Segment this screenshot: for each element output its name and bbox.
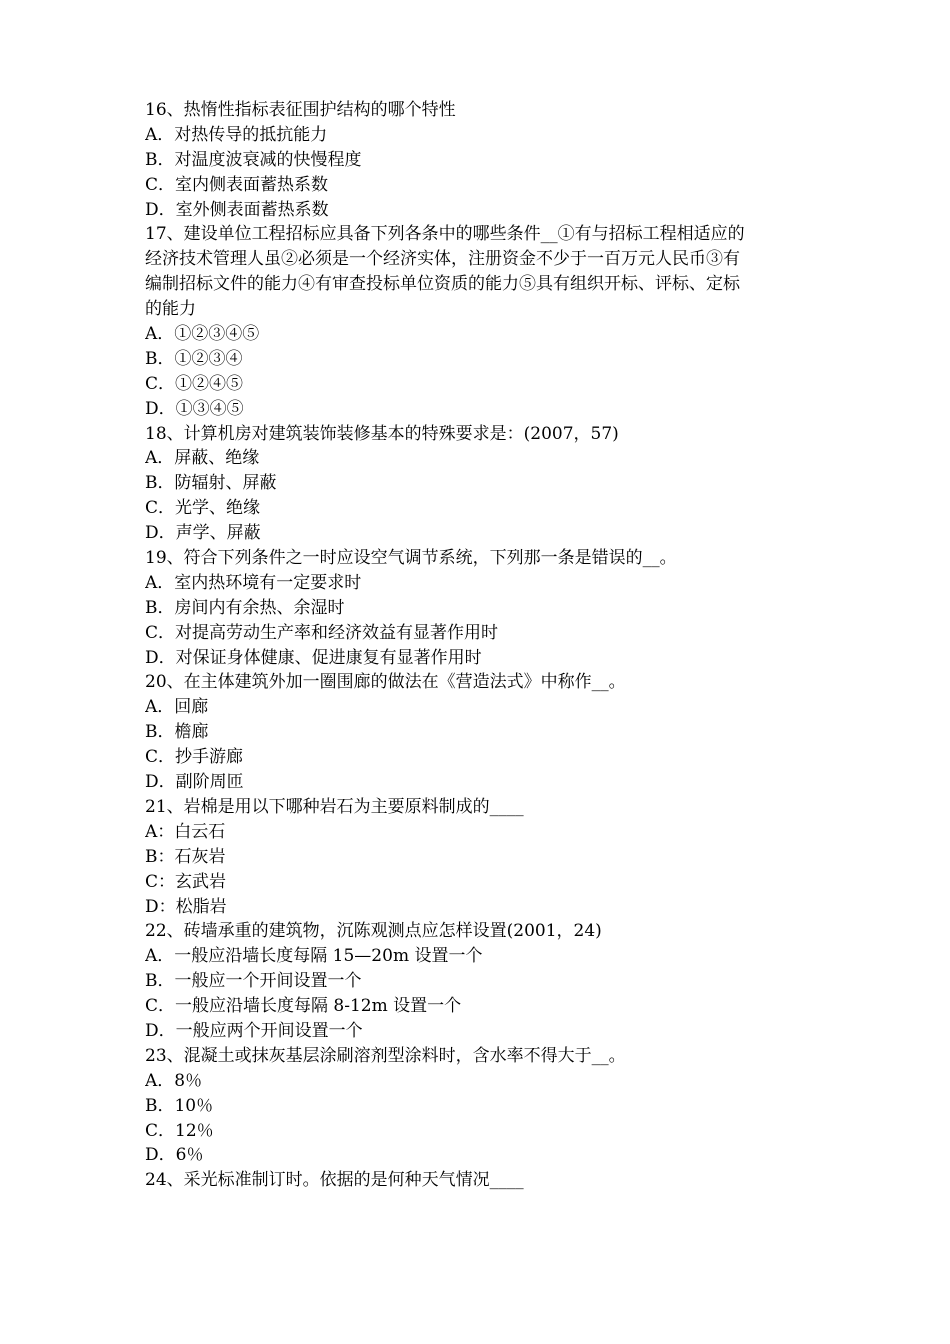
q21-option-c: C：玄武岩 xyxy=(145,871,227,892)
q17-question-line-2: 经济技术管理人虽②必须是一个经济实体，注册资金不少于一百万元人民币③有 xyxy=(145,249,740,270)
q21-question: 21、岩棉是用以下哪种岩石为主要原料制成的____ xyxy=(145,796,524,817)
q19-option-d: D．对保证身体健康、促进康复有显著作用时 xyxy=(145,647,482,668)
q17-option-d: D．①③④⑤ xyxy=(145,398,244,419)
q19-option-a: A．室内热环境有一定要求时 xyxy=(145,572,362,593)
q21-option-b: B：石灰岩 xyxy=(145,846,226,867)
q18-option-b: B．防辐射、屏蔽 xyxy=(145,473,277,494)
q18-question: 18、计算机房对建筑装饰装修基本的特殊要求是：(2007，57) xyxy=(145,423,619,444)
q17-option-a: A．①②③④⑤ xyxy=(145,324,260,345)
q21-option-d: D：松脂岩 xyxy=(145,896,227,917)
q20-option-a: A．回廊 xyxy=(145,697,209,718)
q18-option-d: D．声学、屏蔽 xyxy=(145,523,261,544)
q16-question: 16、热惰性指标表征围护结构的哪个特性 xyxy=(145,100,456,120)
q17-option-b: B．①②③④ xyxy=(145,348,243,369)
q19-option-c: C．对提高劳动生产率和经济效益有显著作用时 xyxy=(145,622,499,643)
q23-option-d: D．6％ xyxy=(145,1145,204,1166)
q18-option-c: C．光学、绝缘 xyxy=(145,498,261,519)
q20-option-d: D．副阶周匝 xyxy=(145,772,244,793)
q21-option-a: A：白云石 xyxy=(145,821,226,842)
q16-option-b: B．对温度波衰减的快慢程度 xyxy=(145,149,362,170)
q17-question-line-4: 的能力 xyxy=(145,299,196,320)
q23-option-a: A．8％ xyxy=(145,1070,203,1091)
q23-question: 23、混凝土或抹灰基层涂刷溶剂型涂料时，含水率不得大于__。 xyxy=(145,1045,626,1066)
q24-question: 24、采光标准制订时。依据的是何种天气情况____ xyxy=(145,1170,524,1191)
q22-option-a: A．一般应沿墙长度每隔 15—20m 设置一个 xyxy=(145,946,483,967)
q18-option-a: A．屏蔽、绝缘 xyxy=(145,448,260,469)
q16-option-a: A．对热传导的抵抗能力 xyxy=(145,124,328,145)
q23-option-c: C．12％ xyxy=(145,1120,214,1141)
q17-option-c: C．①②④⑤ xyxy=(145,373,244,394)
q19-question: 19、符合下列条件之一时应设空气调节系统，下列那一条是错误的__。 xyxy=(145,548,677,569)
q23-option-b: B．10％ xyxy=(145,1095,214,1116)
document-body xyxy=(145,98,810,1193)
q20-option-b: B．檐廊 xyxy=(145,722,209,743)
q16-option-c: C．室内侧表面蓄热系数 xyxy=(145,174,329,195)
q17-question-line-3: 编制招标文件的能力④有审查投标单位资质的能力⑤具有组织开标、评标、定标 xyxy=(145,274,740,295)
q22-option-d: D．一般应两个开间设置一个 xyxy=(145,1020,363,1041)
q22-question: 22、砖墙承重的建筑物，沉陈观测点应怎样设置(2001，24) xyxy=(145,921,602,942)
q16-option-d: D．室外侧表面蓄热系数 xyxy=(145,199,329,220)
q20-question: 20、在主体建筑外加一圈围廊的做法在《营造法式》中称作__。 xyxy=(145,672,626,693)
q20-option-c: C．抄手游廊 xyxy=(145,747,244,768)
q17-question-line-1: 17、建设单位工程招标应具备下列各条中的哪些条件__①有与招标工程相适应的 xyxy=(145,224,745,245)
q19-option-b: B．房间内有余热、余湿时 xyxy=(145,597,345,618)
q22-option-b: B．一般应一个开间设置一个 xyxy=(145,971,362,992)
q22-option-c: C．一般应沿墙长度每隔 8-12m 设置一个 xyxy=(145,996,462,1017)
